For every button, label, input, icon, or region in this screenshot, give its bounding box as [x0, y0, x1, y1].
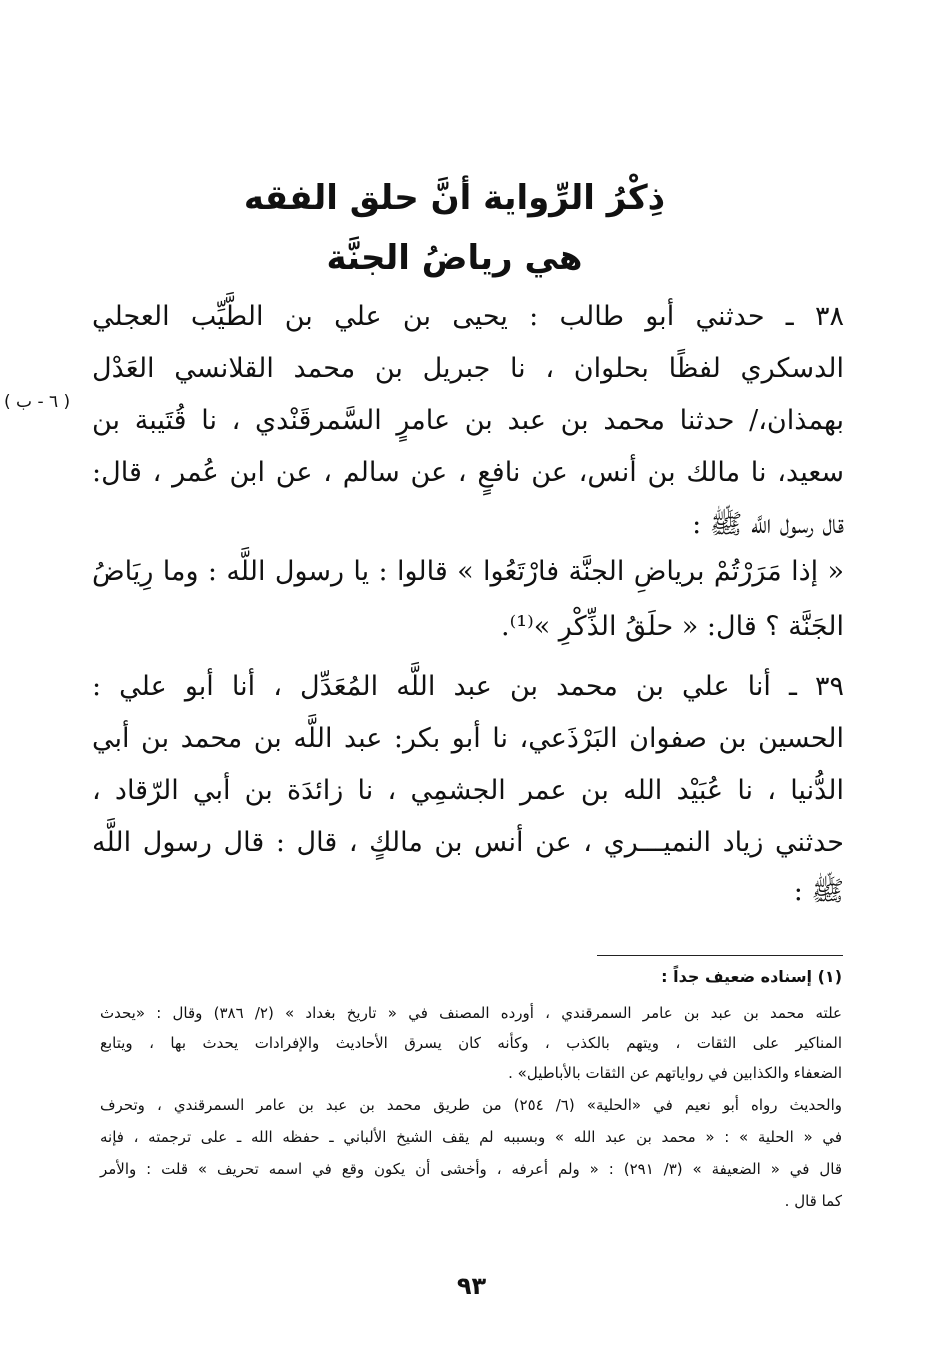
text-line: الدسكري لفظًا بحلوان ، نا جبريل بن محمد القلانسي العَدْل — [92, 353, 844, 384]
page-number: ٩٣ — [456, 1272, 487, 1300]
text-line: قال رسول اللَّه ﷺ : — [692, 509, 844, 540]
margin-folio-note: ( ٦ - ب ) — [4, 392, 71, 412]
footnote-line: والحديث رواه أبو نعيم في «الحلية» (٦/ ٢٥٤) من طريق محمد بن عبد بن عامر السمرقندي ، وتحرف — [100, 1096, 842, 1114]
chapter-subtitle: هي رياضُ الجنَّة — [326, 238, 583, 278]
footnote-line: في « الحلية » : « محمد بن عبد الله » وبسببه لم يقف الشيخ الألباني ـ حفظه الله ـ على ترجمته ، فإنه — [100, 1128, 842, 1146]
text-line: ٣٩ ـ أنا علي بن محمد بن عبد اللَّه المُعَدِّل ، أنا أبو علي : — [92, 671, 844, 702]
footnote-line: علته محمد بن عبد بن عامر السمرقندي ، أورده المصنف في « تاريخ بغداد » (٢/ ٣٨٦) وقال : «يحدث — [100, 1004, 842, 1022]
footnote-separator — [597, 955, 843, 956]
text-line: ﷺ : — [793, 876, 844, 907]
text-line: حدثني زياد النميـــري ، عن أنس بن مالكٍ ، قال : قال رسول اللَّه — [92, 827, 844, 858]
footnote-title: (١) إسناده ضعيف جداً : — [661, 967, 842, 986]
text-line: ٣٨ ـ حدثني أبو طالب : يحيى بن علي بن الطَّيِّب العجلي — [92, 301, 844, 332]
chapter-title: ذِكْرُ الرِّواية أنَّ حلق الفقه — [243, 178, 666, 218]
text-line: الجَنَّة ؟ قال: « حلَقُ الذِّكْرِ »⁽¹⁾. — [501, 611, 844, 642]
text-line: بهمذان،/ حدثنا محمد بن عبد بن عامرٍ السَّمرقَنْدي ، نا قُتَيبة بن — [92, 405, 844, 436]
text-line: « إذا مَرَرْتُمْ برياضِ الجنَّة فارْتَعُوا » قالوا : يا رسول اللَّه : وما رِيَاضُ — [92, 556, 844, 587]
footnote-line: كما قال . — [784, 1192, 842, 1210]
footnote-line: المناكير على الثقات ، ويتهم بالكذب ، وكأنه كان يسرق الأحاديث والإفرادات يحدث بها ، ويتابع — [100, 1034, 842, 1052]
footnote-line: الضعفاء والكذابين في رواياتهم عن الثقات بالأباطيل» . — [508, 1064, 842, 1082]
text-line: سعيد، نا مالك بن أنس، عن نافعٍ ، عن سالم ، عن ابن عُمر ، قال: — [92, 457, 844, 488]
footnote-line: قال في « الضعيفة » (٣/ ٢٩١) : « ولم أعرفه ، وأخشى أن يكون وقع في اسمه تحريف » قلت : والأمر — [100, 1160, 843, 1178]
text-line: الدُّنيا ، نا عُبَيْد الله بن عمر الجشمِي ، نا زائدَة بن أبي الرّقاد ، — [92, 775, 844, 806]
text-line: الحسين بن صفوان البَرْذَعي، نا أبو بكر: عبد اللَّه بن محمد بن أبي — [92, 723, 844, 754]
